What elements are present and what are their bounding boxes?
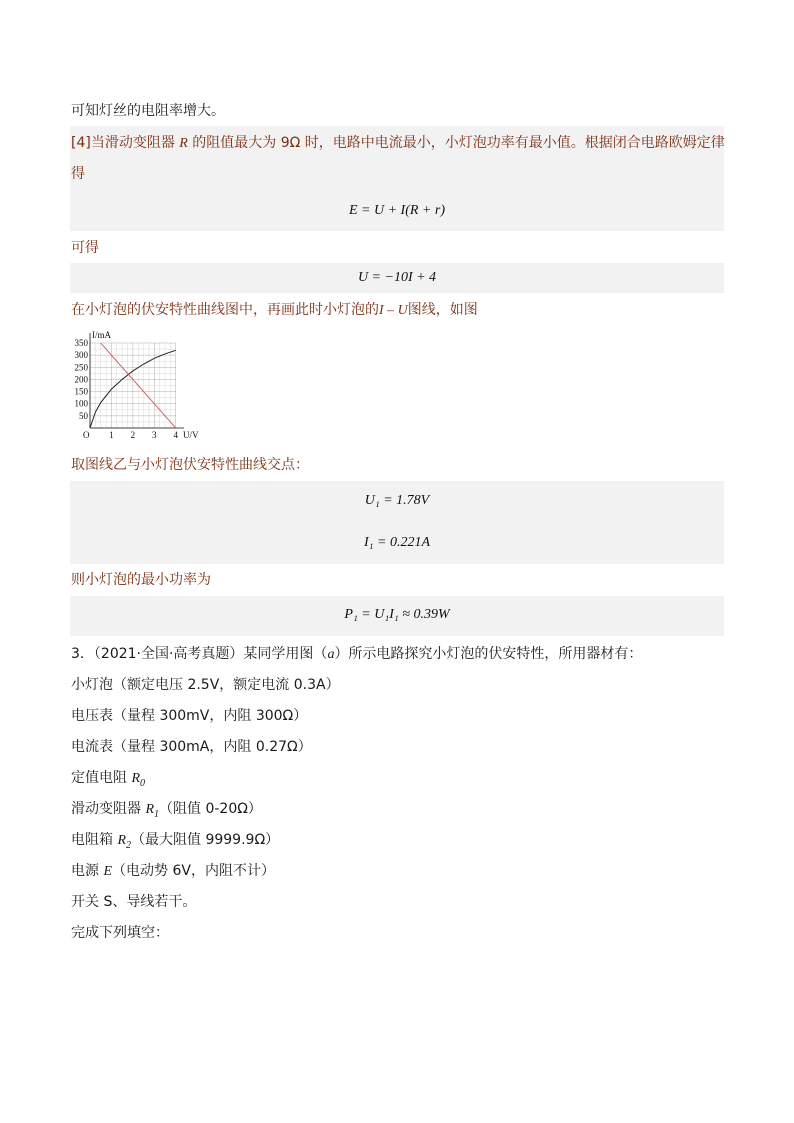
y-tick-label: 200: [74, 374, 88, 385]
text-segment: （最大阻值 9999.9Ω）: [131, 832, 280, 848]
text-line: 得: [71, 166, 85, 182]
text-line: 可知灯丝的电阻率增大。: [71, 103, 225, 119]
x-tick-label: 1: [109, 430, 114, 440]
variable-r2: R: [117, 833, 127, 848]
text-segment: 图线，如图: [407, 302, 478, 318]
material-item: [71, 768, 145, 794]
variable-r: R: [179, 136, 188, 151]
text-segment: ）所示电路探究小灯泡的伏安特性，所用器材有：: [334, 646, 643, 662]
text-segment: 的阻值最大为 9Ω 时，电路中电流最小，小灯泡功率有最小值。根据闭合电路欧姆定律: [187, 135, 725, 151]
y-tick-label: 150: [74, 386, 88, 397]
equation-u: U = −10I + 4: [357, 270, 437, 285]
y-tick-label: 300: [74, 350, 88, 361]
variable-r1: R: [145, 802, 155, 817]
material-item: 电压表（量程 300mV，内阻 300Ω）: [71, 708, 308, 724]
x-tick-label: 3: [152, 430, 157, 440]
text-segment: [4]当滑动变阻器: [71, 135, 180, 151]
variable-iu: I – U: [379, 303, 408, 318]
iu-graph: [72, 329, 202, 444]
figure-label-a: a: [327, 647, 335, 662]
material-item: [71, 830, 279, 856]
variable-e: E: [103, 864, 113, 879]
material-item: 小灯泡（额定电压 2.5V，额定电流 0.3A）: [71, 677, 340, 693]
text-segment: 3．（2021·全国·高考真题）某同学用图（: [71, 646, 328, 662]
x-tick-label: 4: [173, 430, 178, 440]
x-tick-label: 2: [130, 430, 136, 440]
text-line: 则小灯泡的最小功率为: [71, 572, 211, 588]
variable-r0: R: [131, 771, 141, 786]
subscript: 0: [140, 777, 146, 789]
y-axis-label: I/mA: [92, 330, 111, 340]
graph-grid: [90, 343, 176, 428]
material-item: 电流表（量程 300mA，内阻 0.27Ω）: [71, 739, 312, 755]
text-segment: 电阻箱: [71, 832, 118, 848]
y-tick-label: 350: [74, 338, 88, 348]
y-tick-label: 50: [79, 410, 88, 421]
x-tick-labels: [109, 430, 178, 440]
text-line: [71, 300, 478, 321]
text-line: [71, 133, 725, 154]
subscript: 1: [154, 808, 160, 820]
material-item: [71, 799, 262, 825]
text-line: 取图线乙与小灯泡伏安特性曲线交点：: [71, 457, 309, 473]
text-segment: 在小灯泡的伏安特性曲线图中，再画此时小灯泡的: [71, 302, 379, 318]
text-segment: （阻值 0-20Ω）: [159, 801, 262, 817]
equation-emf: E = U + I(R + r): [349, 203, 445, 218]
y-tick-labels: [75, 338, 89, 421]
subscript: 2: [126, 839, 132, 851]
text-segment: （电动势 6V，内阻不计）: [112, 863, 275, 879]
origin-label: O: [83, 430, 90, 440]
question-3-stem: [71, 644, 642, 665]
instruction-line: 完成下列填空：: [71, 925, 169, 941]
y-tick-label: 100: [74, 398, 88, 409]
equation-power: P₁ = U₁I₁ ≈ 0.39W: [344, 607, 450, 622]
equation-u1: U₁ = 1.78V: [364, 493, 430, 508]
material-item: [71, 861, 275, 882]
text-segment: 定值电阻: [71, 770, 132, 786]
y-tick-label: 250: [74, 362, 88, 373]
text-line: 可得: [71, 240, 99, 256]
text-segment: 滑动变阻器: [71, 801, 146, 817]
equation-i1: I₁ = 0.221A: [363, 535, 431, 550]
x-axis-label: U/V: [183, 430, 199, 440]
text-segment: 电源: [71, 863, 104, 879]
material-item: 开关 S、导线若干。: [71, 894, 197, 910]
